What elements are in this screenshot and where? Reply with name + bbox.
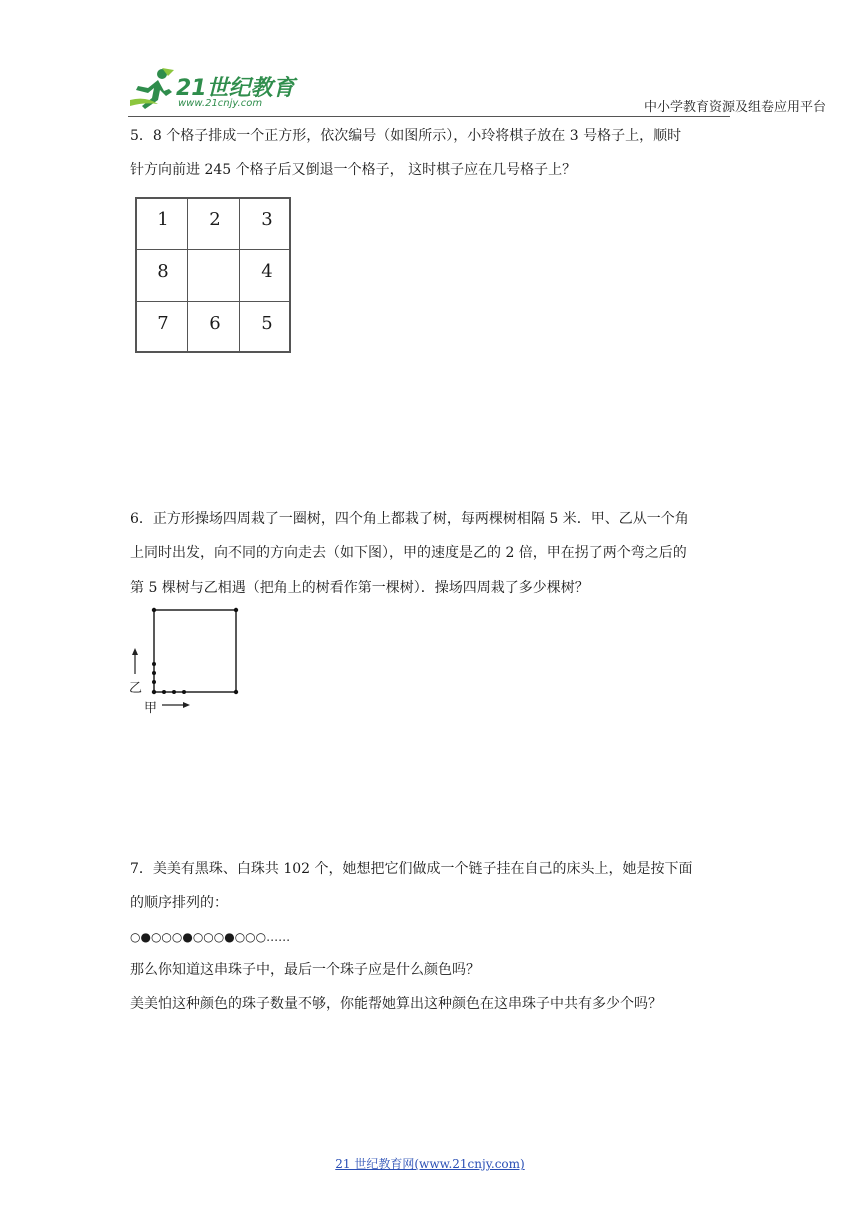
grid-cell: 4 xyxy=(261,261,273,282)
q5-line-2: 针方向前进 245 个格子后又倒退一个格子， 这时棋子应在几号格子上？ xyxy=(130,162,577,178)
grid-cell: 5 xyxy=(261,313,273,334)
logo-text: 21世纪教育 xyxy=(176,76,295,101)
q7-bead-sequence: ○●○○○●○○○●○○○…… xyxy=(130,930,291,944)
q7-line-2: 的顺序排列的： xyxy=(130,895,228,911)
label-jia: 甲 xyxy=(144,701,158,716)
q7-line-5: 美美怕这种颜色的珠子数量不够，你能帮她算出这种颜色在这串珠子中共有多少个吗？ xyxy=(130,996,662,1012)
site-tagline: 中小学教育资源及组卷应用平台 xyxy=(643,100,826,115)
grid-cell: 3 xyxy=(261,209,273,230)
logo-url: www.21cnjy.com xyxy=(178,98,263,109)
runner-logo-icon xyxy=(128,66,176,114)
grid-cell: 1 xyxy=(157,209,169,230)
q7-line-4: 那么你知道这串珠子中，最后一个珠子应是什么颜色吗？ xyxy=(130,962,480,978)
header-divider xyxy=(128,116,730,117)
footer xyxy=(0,1155,860,1172)
q6-line-2: 上同时出发，向不同的方向走去（如下图），甲的速度是乙的 2 倍，甲在拐了两个弯之后的 xyxy=(130,545,687,561)
q6-square-field-figure xyxy=(122,602,252,720)
grid-cell: 8 xyxy=(157,261,169,282)
q7-line-1: 7．美美有黑珠、白珠共 102 个，她想把它们做成一个链子挂在自己的床头上，她是按下面 xyxy=(130,861,693,877)
square-field-diagram xyxy=(122,602,252,720)
q5-line-1: 5．8 个格子排成一个正方形，依次编号（如图所示），小玲将棋子放在 3 号格子上，顺时 xyxy=(130,128,682,144)
q6-line-1: 6．正方形操场四周栽了一圈树，四个角上都栽了树，每两棵树相隔 5 米．甲、乙从一个角 xyxy=(130,511,689,527)
site-logo xyxy=(128,66,308,116)
label-yi: 乙 xyxy=(129,681,143,696)
footer-link[interactable]: 21 世纪教育网(www.21cnjy.com) xyxy=(335,1157,525,1171)
q5-number-grid xyxy=(135,197,291,353)
grid-cell: 7 xyxy=(157,313,169,334)
q6-line-3: 第 5 棵树与乙相遇（把角上的树看作第一棵树）．操场四周栽了多少棵树？ xyxy=(130,580,589,596)
grid-cell: 6 xyxy=(209,313,221,334)
grid-cell xyxy=(189,251,241,303)
grid-cell: 2 xyxy=(209,209,221,230)
